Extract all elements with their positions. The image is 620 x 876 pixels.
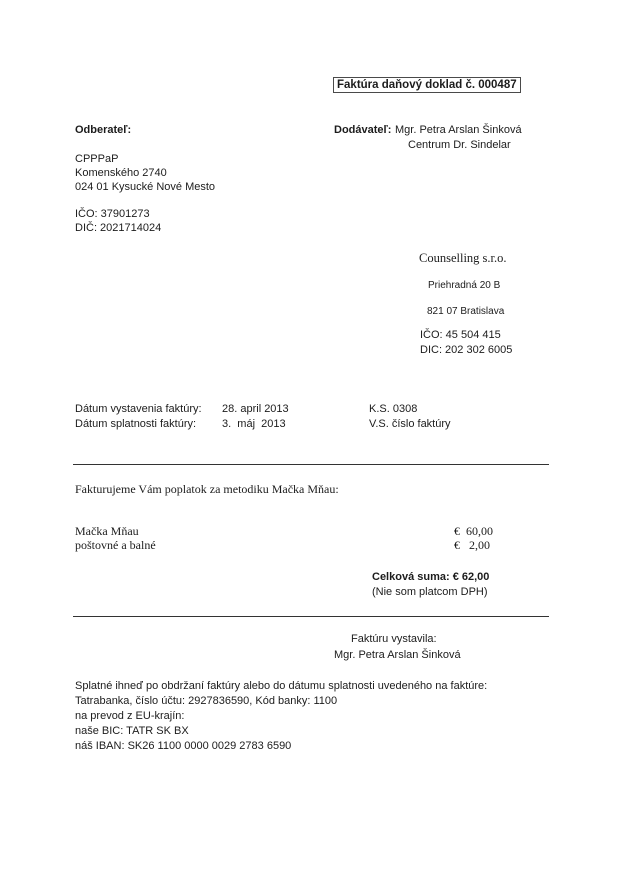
item-amount-2: € 2,00 — [454, 538, 490, 552]
variable-symbol: V.S. číslo faktúry — [369, 418, 451, 430]
supplier-city: 821 07 Bratislava — [427, 306, 505, 317]
supplier-dic: DIC: 202 302 6005 — [420, 344, 513, 356]
eu-transfer-label: na prevod z EU-krajín: — [75, 710, 185, 722]
divider-top — [73, 464, 549, 465]
issued-by-name: Mgr. Petra Arslan Šinková — [334, 649, 461, 661]
supplier-ico: IČO: 45 504 415 — [420, 329, 501, 341]
customer-name: CPPPaP — [75, 153, 119, 165]
customer-street: Komenského 2740 — [75, 167, 167, 179]
issue-date-label: Dátum vystavenia faktúry: — [75, 403, 202, 415]
item-name-1: Mačka Mňau — [75, 524, 139, 538]
customer-label: Odberateľ: — [75, 124, 132, 136]
vat-note: (Nie som platcom DPH) — [372, 586, 488, 598]
supplier-center: Centrum Dr. Sindelar — [408, 139, 511, 151]
items-intro: Fakturujeme Vám poplatok za metodiku Mačka Mňau: — [75, 482, 339, 496]
divider-bottom — [73, 616, 549, 617]
bic-code: naše BIC: TATR SK BX — [75, 725, 189, 737]
supplier-label: Dodávateľ: — [334, 124, 392, 136]
item-amount-1: € 60,00 — [454, 524, 493, 538]
customer-city: 024 01 Kysucké Nové Mesto — [75, 181, 216, 193]
customer-dic: DIČ: 2021714024 — [75, 222, 162, 234]
bank-account: Tatrabanka, číslo účtu: 2927836590, Kód banky: 1100 — [75, 695, 338, 707]
invoice-title: Faktúra daňový doklad č. 000487 — [333, 77, 521, 93]
iban-code: náš IBAN: SK26 1100 0000 0029 2783 6590 — [75, 740, 292, 752]
supplier-name: Mgr. Petra Arslan Šinková — [395, 124, 522, 136]
issued-by-label: Faktúru vystavila: — [351, 633, 437, 645]
payment-terms: Splatné ihneď po obdržaní faktúry alebo do dátumu splatnosti uvedeného na faktúre: — [75, 680, 488, 692]
constant-symbol: K.S. 0308 — [369, 403, 418, 415]
due-date-label: Dátum splatnosti faktúry: — [75, 418, 197, 430]
total-amount: Celková suma: € 62,00 — [372, 571, 490, 583]
supplier-company: Counselling s.r.o. — [419, 251, 507, 265]
item-name-2: poštovné a balné — [75, 538, 156, 552]
supplier-street: Priehradná 20 B — [428, 280, 501, 291]
customer-ico: IČO: 37901273 — [75, 208, 150, 220]
issue-date-value: 28. april 2013 — [222, 403, 289, 415]
due-date-value: 3. máj 2013 — [222, 418, 286, 430]
